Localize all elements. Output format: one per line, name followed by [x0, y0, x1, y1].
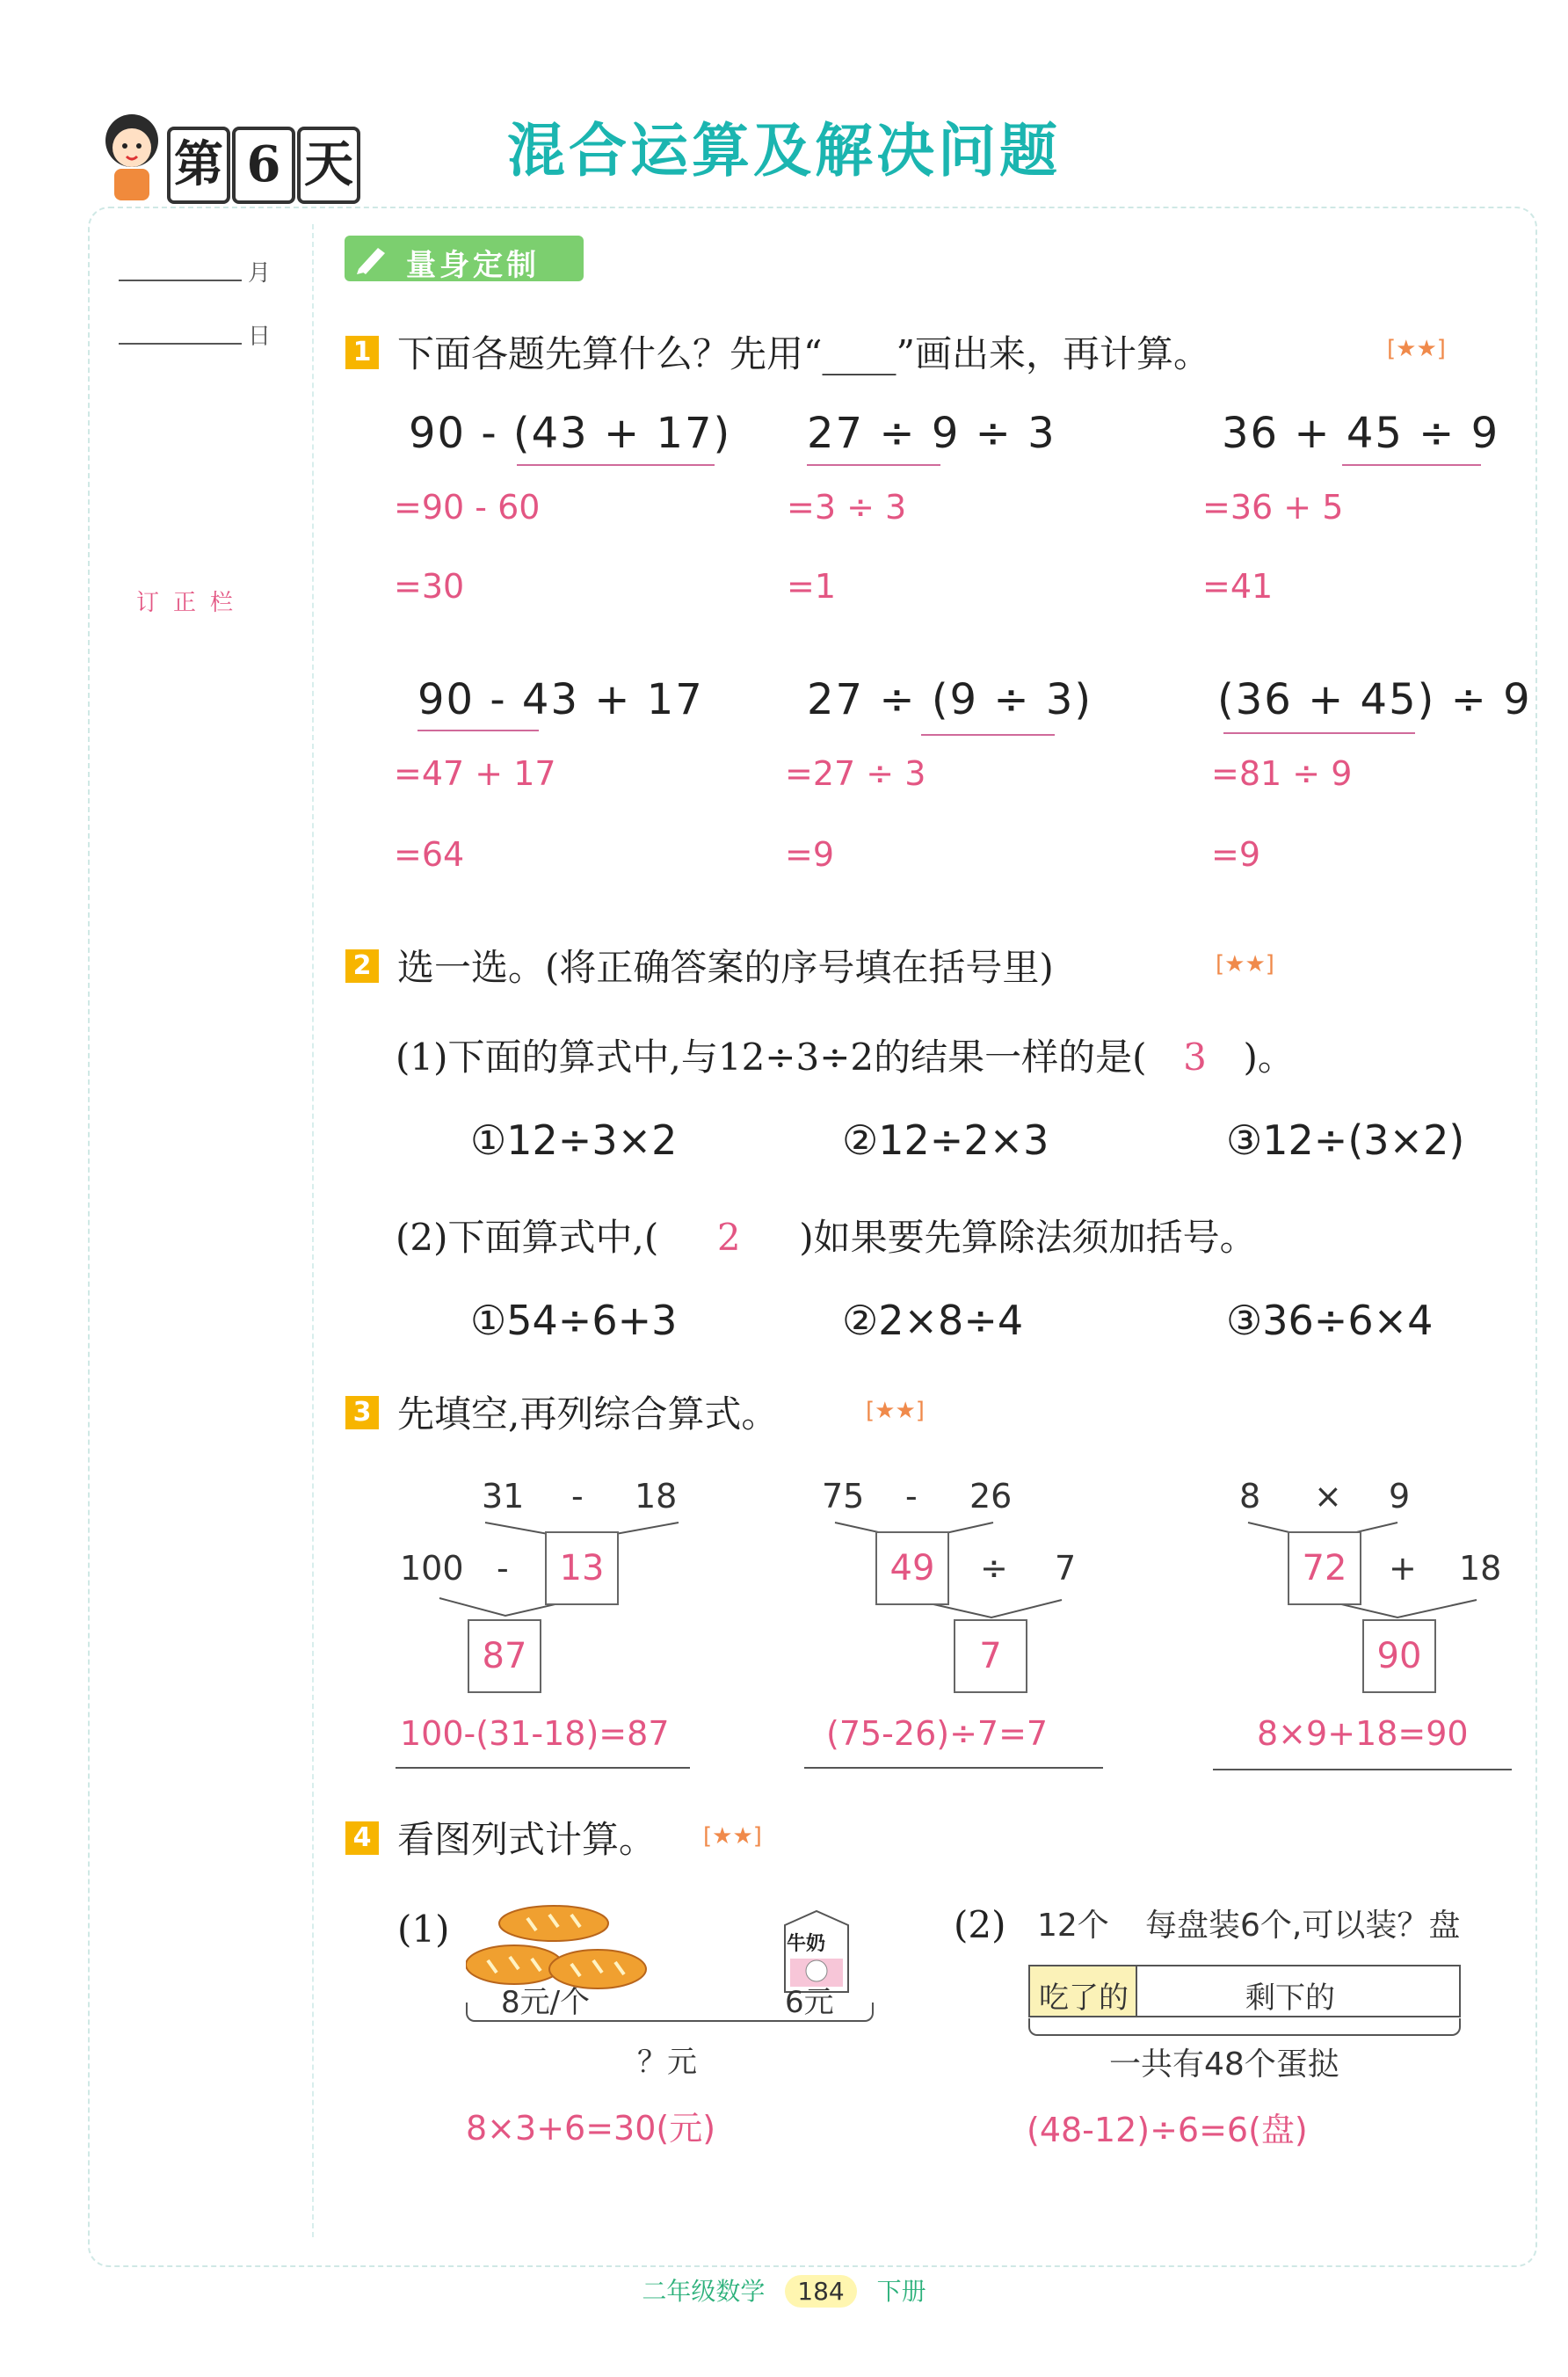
- q3-t2-result-box[interactable]: 7: [954, 1619, 1027, 1693]
- q1-step1-1: =90 - 60: [394, 488, 541, 527]
- milk-carton-label: 牛奶: [787, 1933, 826, 1955]
- q4-p1-total: ？元: [637, 2045, 697, 2080]
- q2-p1-answer[interactable]: 3: [1183, 1036, 1207, 1079]
- page-number: 184: [785, 2275, 856, 2308]
- q1-expr-2: 27 ÷ 9 ÷ 3: [807, 409, 1056, 458]
- correction-column-label: 订正栏: [136, 590, 248, 616]
- q3-t3-c: 18: [1459, 1549, 1502, 1588]
- q3-t3-op1: ×: [1314, 1477, 1342, 1516]
- q1-step1-2: =3 ÷ 3: [787, 488, 907, 527]
- q3-number: 3: [345, 1396, 379, 1429]
- q2-text: 选一选。(将正确答案的序号填在括号里): [397, 946, 1054, 989]
- q1-step2-5: =9: [785, 835, 835, 874]
- q1-stars: [★★]: [1387, 336, 1446, 362]
- q3-t1-c: 100: [400, 1549, 464, 1588]
- day-label: 日: [248, 323, 272, 350]
- q1-step2-2: =1: [787, 567, 837, 606]
- q4-number: 4: [345, 1821, 379, 1855]
- q3-t1-result-box[interactable]: 87: [468, 1619, 541, 1693]
- q3-t1-answer-line: [396, 1767, 690, 1769]
- q3-t1-op2: -: [497, 1549, 509, 1588]
- q3-t1-mid-box[interactable]: 13: [545, 1531, 619, 1605]
- q4-p1-milk-price: 6元: [785, 1985, 834, 2020]
- q3-t3-formula: 8×9+18=90: [1257, 1714, 1469, 1753]
- q2-p2-option-1: ①54÷6+3: [470, 1297, 678, 1344]
- q1-step2-6: =9: [1211, 835, 1261, 874]
- q3-t2-formula: (75-26)÷7=7: [826, 1714, 1049, 1753]
- q3-t3-mid-box[interactable]: 72: [1288, 1531, 1361, 1605]
- q4-text: 看图列式计算。: [397, 1818, 657, 1861]
- q3-t1-formula: 100-(31-18)=87: [400, 1714, 670, 1753]
- q2-p2-option-2: ②2×8÷4: [842, 1297, 1024, 1344]
- q2-number: 2: [345, 949, 379, 983]
- q1-step1-5: =27 ÷ 3: [785, 754, 926, 793]
- q2-p1-option-1: ①12÷3×2: [470, 1116, 678, 1164]
- q3-t1-op1: -: [571, 1477, 584, 1516]
- q4-p2-left-label: 剩下的: [1245, 1981, 1335, 2016]
- day-char-3: 天: [297, 127, 360, 204]
- q3-t3-op2: +: [1389, 1549, 1417, 1588]
- section-label: 量身定制: [406, 248, 540, 283]
- q4-stars: [★★]: [703, 1823, 762, 1850]
- q2-p2-pre: (2)下面算式中,(: [396, 1216, 659, 1259]
- q1-step1-4: =47 + 17: [394, 754, 556, 793]
- q4-p2-label: (2): [954, 1903, 1006, 1946]
- footer-volume: 下册: [876, 2277, 926, 2306]
- q1-step1-6: =81 ÷ 9: [1211, 754, 1353, 793]
- q2-p1-option-2: ②12÷2×3: [842, 1116, 1049, 1164]
- month-label: 月: [248, 260, 272, 287]
- q1-expr-3: 36 + 45 ÷ 9: [1222, 409, 1500, 458]
- q3-t1-a: 31: [482, 1477, 525, 1516]
- footer-grade: 二年级数学: [642, 2277, 766, 2306]
- q1-step2-1: =30: [394, 567, 465, 606]
- page-title: 混合运算及解决问题: [507, 117, 1061, 185]
- q1-step2-3: =41: [1202, 567, 1274, 606]
- q3-stars: [★★]: [866, 1398, 925, 1424]
- q4-p2-total: 一共有48个蛋挞: [1109, 2046, 1339, 2083]
- q2-p2-post: )如果要先算除法须加括号。: [799, 1216, 1257, 1259]
- q3-t2-a: 75: [822, 1477, 865, 1516]
- q3-t3-b: 9: [1389, 1477, 1411, 1516]
- q4-p2-brace: [1028, 2018, 1461, 2036]
- q3-t2-op1: -: [905, 1477, 918, 1516]
- q4-p1-bread-price: 8元/个: [501, 1985, 591, 2020]
- q3-t2-answer-line: [804, 1767, 1103, 1769]
- q2-p1-option-3: ③12÷(3×2): [1226, 1116, 1465, 1164]
- q4-p1-answer: 8×3+6=30(元): [466, 2109, 716, 2148]
- q3-t3-a: 8: [1239, 1477, 1261, 1516]
- q3-t1-b: 18: [635, 1477, 678, 1516]
- q1-expr-5: 27 ÷ (9 ÷ 3): [807, 675, 1093, 724]
- q2-stars: [★★]: [1216, 951, 1274, 978]
- q3-t2-b: 26: [969, 1477, 1013, 1516]
- q3-t2-op2: ÷: [980, 1549, 1008, 1588]
- q2-p1-pre: (1)下面的算式中,与12÷3÷2的结果一样的是(: [396, 1036, 1147, 1079]
- q3-t2-mid-box[interactable]: 49: [875, 1531, 949, 1605]
- q4-p2-answer: (48-12)÷6=6(盘): [1027, 2111, 1308, 2149]
- q4-p2-eaten-count: 12个: [1037, 1908, 1109, 1944]
- page-footer: [0, 2272, 1568, 2308]
- day-char-1: 第: [167, 127, 230, 204]
- q3-t2-c: 7: [1055, 1549, 1077, 1588]
- q4-p1-label: (1): [397, 1908, 450, 1951]
- q2-p1-post: )。: [1243, 1036, 1295, 1079]
- q4-p2-bar: [1028, 1965, 1461, 2017]
- q1-expr-1: 90 - (43 + 17): [409, 409, 732, 458]
- q4-p2-eaten-label: 吃了的: [1039, 1981, 1129, 2016]
- day-number: 6: [232, 127, 295, 204]
- q4-p2-plate-question: 每盘装6个,可以装？盘: [1145, 1908, 1461, 1944]
- q1-expr-6: (36 + 45) ÷ 9: [1217, 675, 1532, 724]
- q1-text: 下面各题先算什么？先用“____”画出来，再计算。: [397, 332, 1210, 375]
- q3-text: 先填空,再列综合算式。: [397, 1392, 779, 1436]
- q1-step1-3: =36 + 5: [1202, 488, 1344, 527]
- q3-t3-result-box[interactable]: 90: [1362, 1619, 1436, 1693]
- q1-step2-4: =64: [394, 835, 465, 874]
- q1-number: 1: [345, 336, 379, 369]
- q2-p2-option-3: ③36÷6×4: [1226, 1297, 1434, 1344]
- q1-expr-4: 90 - 43 + 17: [417, 675, 704, 724]
- q2-p2-answer[interactable]: 2: [716, 1216, 741, 1259]
- q3-t3-answer-line: [1213, 1769, 1512, 1770]
